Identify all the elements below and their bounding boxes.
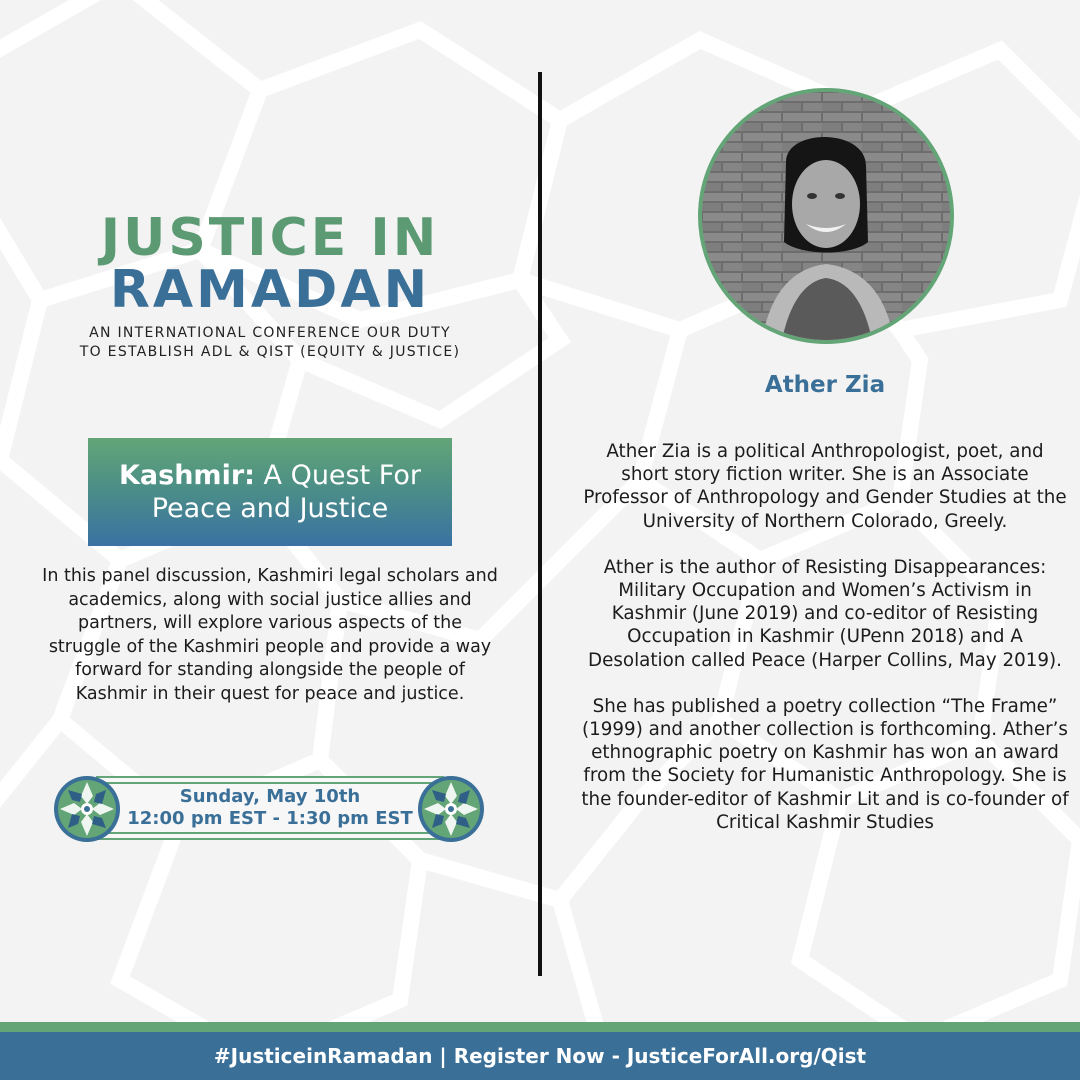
event-title-line1: JUSTICE IN (100, 208, 440, 268)
speaker-name: Ather Zia (764, 372, 886, 398)
schedule-banner (96, 776, 444, 840)
event-title-line2: RAMADAN (109, 260, 431, 320)
event-subtitle (40, 324, 500, 362)
schedule-time: 12:00 pm EST - 1:30 pm EST (127, 808, 413, 829)
speaker-portrait (702, 92, 950, 340)
topic-line1-rest: A Quest For (254, 460, 421, 491)
speaker-photo (698, 88, 954, 344)
event-title (40, 208, 500, 320)
geometric-rosette-icon (52, 774, 122, 844)
topic-line1 (119, 459, 421, 492)
event-subtitle-line1: AN INTERNATIONAL CONFERENCE OUR DUTY (89, 325, 451, 341)
footer-banner[interactable] (0, 1032, 1080, 1080)
bio-paragraph: Ather is the author of Resisting Disappearances: Military Occupation and Women’s Activism in Kashmir (June 2019) and co-editor of Resisting Occupation in Kashmir (UPenn 2018) and A Desolation called Peace (Harper Collins, May 2019). (588, 556, 1062, 671)
speaker-bio (580, 440, 1070, 857)
footer-accent-stripe (0, 1022, 1080, 1032)
topic-line2: Peace and Justice (151, 493, 389, 524)
schedule-date: Sunday, May 10th (179, 786, 361, 807)
vertical-divider (538, 72, 542, 976)
panel-description: In this panel discussion, Kashmiri legal scholars and academics, along with social justice allies and partners, will explore various aspects of the struggle of the Kashmiri people and provide a way forward for standing alongside the people of Kashmir in their quest for peace and justice. (42, 566, 498, 704)
topic-bold: Kashmir: (119, 460, 255, 491)
event-subtitle-line2: TO ESTABLISH ADL & QIST (EQUITY & JUSTICE) (79, 344, 461, 360)
geometric-rosette-icon (416, 774, 486, 844)
footer-text[interactable]: #JusticeinRamadan | Register Now - JusticeForAll.org/Qist (213, 1044, 867, 1068)
topic-banner (88, 438, 452, 546)
bio-paragraph: She has published a poetry collection “The Frame” (1999) and another collection is forthcoming. Ather’s ethnographic poetry on Kashmir has won an award from the Society for Humanistic Anthropology. She is the founder-editor of Kashmir Lit and is co-founder of Critical Kashmir Studies (581, 695, 1069, 833)
bio-paragraph: Ather Zia is a political Anthropologist, poet, and short story fiction writer. She is an Associate Professor of Anthropology and Gender Studies at the University of Northern Colorado, Greely. (583, 441, 1067, 532)
